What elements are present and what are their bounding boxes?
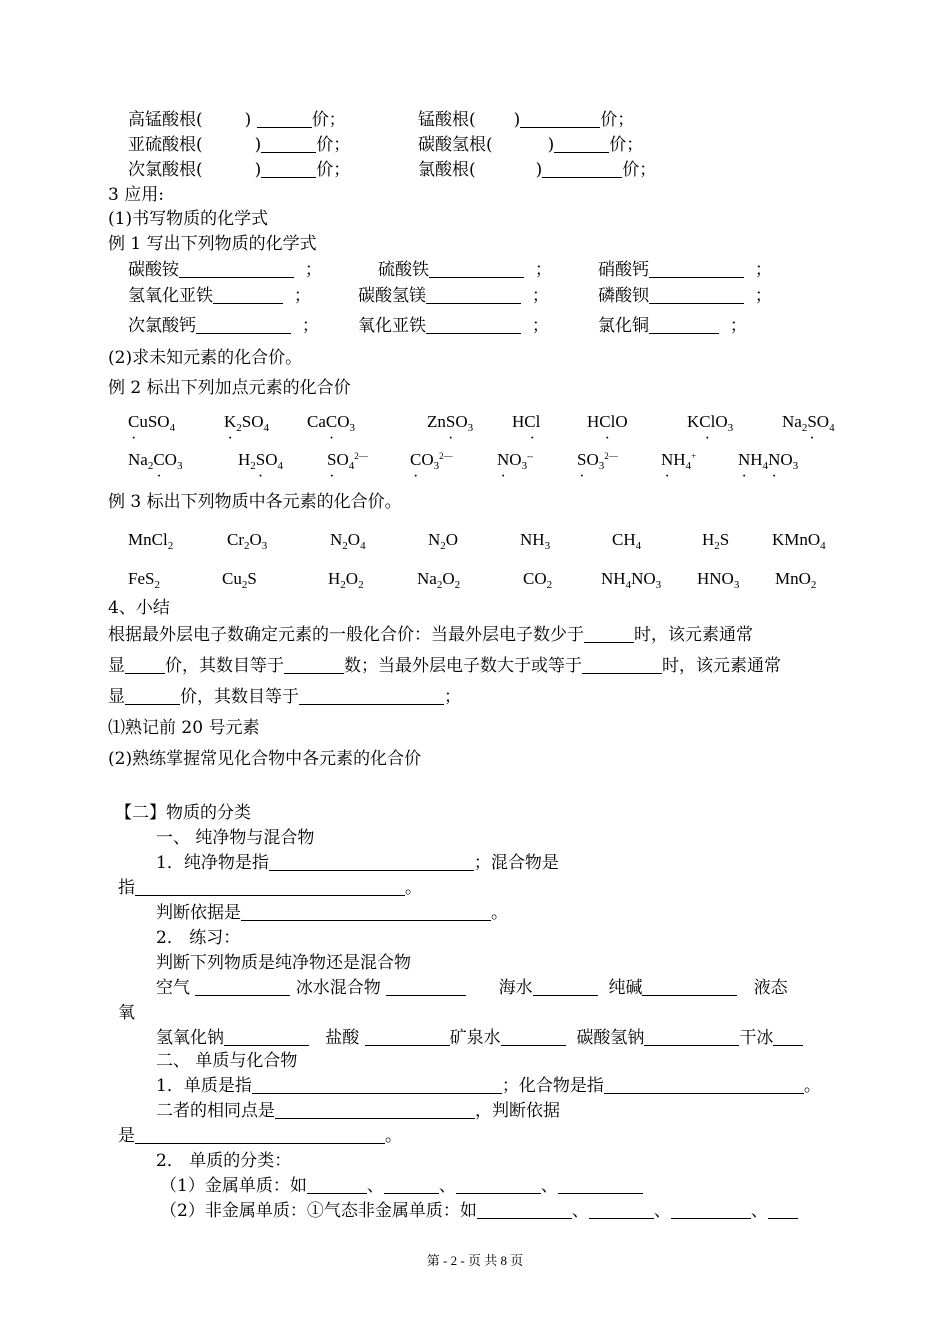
section3-sub2: (2)求未知元素的化合价。 (108, 348, 303, 368)
radical-name: 锰酸根( (418, 110, 476, 130)
formula-mno2: MnO$_2$ (775, 569, 817, 591)
formula-nh4no3-b: $NH_4NO_3$ (601, 569, 662, 591)
part2-line-4: 2． 练习： (156, 928, 241, 948)
summary-line-1: 根据最外层电子数确定元素的一般化合价：当最外层电子数少于 时，该元素通常 (108, 625, 753, 645)
blank[interactable] (241, 902, 491, 921)
radical-row-2b: 碳酸氢根( ) 价； (418, 135, 644, 155)
formula-n2o4: $N_2O_4$ (330, 530, 366, 552)
part2-heading-1: 一、 纯净物与混合物 (156, 828, 315, 848)
formula-hclo: HCl ·O (587, 410, 628, 434)
formula-h2o2: $H_2O_2$ (328, 569, 364, 591)
blank[interactable] (768, 1200, 798, 1219)
blank[interactable] (649, 259, 744, 278)
formula-nh3: $NH_3$ (520, 530, 551, 552)
summary-item-2: (2)熟练掌握常见化合物中各元素的化合价 (108, 749, 422, 769)
blank[interactable] (426, 285, 521, 304)
blank[interactable] (284, 655, 344, 674)
radical-row-1: 高锰酸根( ) 价； (128, 110, 346, 130)
blank[interactable] (456, 1175, 541, 1194)
formula-h2s: $H_2S$ (702, 530, 730, 552)
compound-1: 碳酸铵 ； (128, 260, 322, 280)
part2-def-line: 1．单质是指 ；化合物是指 。 (156, 1076, 821, 1096)
formula-fes2: FeS$_2$ (128, 569, 160, 591)
blank[interactable] (604, 1075, 804, 1094)
blank[interactable] (252, 1075, 502, 1094)
part2-basis-line: 是 。 (118, 1126, 402, 1146)
blank[interactable] (135, 877, 405, 896)
example-2: 例 2 标出下列加点元素的化合价 (108, 378, 351, 398)
blank[interactable] (365, 1027, 450, 1046)
example-3: 例 3 标出下列物质中各元素的化合价。 (108, 492, 402, 512)
compound-2: 硫酸铁 ； (378, 260, 552, 280)
formula-no3-ion: $N \cdot O_3^{--}$ (497, 448, 533, 472)
blank[interactable] (213, 285, 283, 304)
formula-so4-ion: $S \cdot O_4^{2—}$ (327, 448, 368, 472)
compound-4: 氢氧化亚铁 ； (128, 286, 311, 306)
compound-8: 氧化亚铁 ； (358, 316, 549, 336)
formula-nh4-ion: $N \cdot H_4^+$ (661, 448, 696, 472)
summary-line-3: 显 价，其数目等于 ； (108, 687, 461, 707)
formula-hcl: HCl · (512, 410, 540, 434)
nonmetal-elements-line: （2）非金属单质：①气态非金属单质：如 、 、 、 (160, 1199, 798, 1223)
blank[interactable] (257, 109, 312, 128)
blank[interactable] (501, 1027, 566, 1046)
blank[interactable] (520, 109, 600, 128)
formula-kclo3: KCl $\cdot O_3$ (687, 410, 733, 434)
radical-row-1b: 锰酸根( ) 价； (418, 110, 635, 130)
summary-line-2: 显 价，其数目等于 数；当最外层电子数大于或等于 时，该元素通常 (108, 656, 781, 676)
blank[interactable] (649, 285, 744, 304)
compound-6: 磷酸钡 ； (598, 286, 772, 306)
blank[interactable] (307, 1175, 367, 1194)
part2-classification: 2． 单质的分类： (156, 1151, 292, 1171)
formula-cu2s: $Cu_2S$ (222, 569, 257, 591)
blank[interactable] (477, 1200, 572, 1219)
formula-na2o2: $Na_2O_2$ (417, 569, 461, 591)
blank[interactable] (426, 315, 521, 334)
blank[interactable] (179, 259, 294, 278)
formula-hno3: $HNO_3$ (697, 569, 740, 591)
formula-h2so4: $H_2S \cdot O_4$ (238, 448, 283, 472)
formula-cr2o3: $Cr_2O_3$ (227, 530, 268, 552)
blank[interactable] (533, 977, 598, 996)
radical-name: 高锰酸根( (128, 110, 203, 130)
section4-heading: 4、小结 (108, 598, 170, 618)
practice-row-1-wrap: 氧 (118, 1003, 135, 1023)
radical-row-3: 次氯酸根( ) 价； (128, 160, 351, 180)
blank[interactable] (135, 1125, 385, 1144)
page-footer: 第 - 2 - 页 共 8 页 (426, 1253, 524, 1268)
section3-heading: 3 应用: (108, 185, 164, 205)
blank[interactable] (299, 686, 444, 705)
radical-row-3b: 氯酸根( ) 价； (418, 160, 657, 180)
part2-line-2: 指 。 (118, 878, 422, 898)
compound-5: 碳酸氢镁 ； (358, 286, 549, 306)
radical-row-2: 亚硫酸根( ) 价； (128, 135, 351, 155)
part2-heading-2: 二、 单质与化合物 (156, 1051, 298, 1071)
compound-7: 次氯酸钙 ； (128, 316, 319, 336)
blank[interactable] (125, 655, 165, 674)
formula-co2: $CO_2$ (523, 569, 553, 591)
blank[interactable] (384, 1175, 439, 1194)
formula-nh4no3: $N \cdot H_4N \cdot O_3$ (738, 448, 798, 472)
formula-mncl2: MnCl$_2$ (128, 530, 174, 552)
blank[interactable] (589, 1200, 654, 1219)
summary-item-1: ⑴熟记前 20 号元素 (108, 718, 260, 738)
part2-line-5: 判断下列物质是纯净物还是混合物 (156, 953, 411, 973)
formula-co3-ion: $C \cdot O_3^{2—}$ (410, 448, 453, 472)
blank[interactable] (542, 159, 622, 178)
part2-common-line: 二者的相同点是 ，判断依据 (156, 1101, 560, 1121)
blank[interactable] (224, 1027, 309, 1046)
formula-kmno4: KMnO$_4$ (772, 530, 826, 552)
part2-title: 【二】物质的分类 (115, 803, 251, 823)
formula-na2co3: $Na_2C \cdot O_3$ (128, 448, 182, 472)
formula-caco3: CaC $\cdot O_3$ (307, 410, 355, 434)
part2-line-1: 1．纯净物是指 ；混合物是 (156, 853, 559, 873)
blank[interactable] (261, 134, 316, 153)
example-1: 例 1 写出下列物质的化学式 (108, 234, 317, 254)
formula-so3-ion: $S \cdot O_3^{2—}$ (577, 448, 618, 472)
blank[interactable] (582, 655, 662, 674)
blank[interactable] (429, 259, 524, 278)
blank[interactable] (261, 159, 316, 178)
formula-cuso4: C ·uSO$_4$ (128, 410, 175, 434)
blank[interactable] (196, 315, 291, 334)
blank[interactable] (269, 852, 474, 871)
compound-3: 硝酸钙 ； (598, 260, 772, 280)
blank[interactable] (554, 134, 609, 153)
formula-n2o: $N_2O$ (428, 530, 459, 552)
blank[interactable] (386, 977, 466, 996)
practice-row-1: 空气 冰水混合物 海水 纯碱 液态 (156, 978, 788, 998)
section3-sub1: (1)书写物质的化学式 (108, 209, 269, 229)
blank[interactable] (275, 1100, 475, 1119)
blank[interactable] (642, 977, 737, 996)
practice-row-2: 氢氧化钠 盐酸 矿泉水 碳酸氢钠 干冰 (156, 1026, 803, 1050)
blank[interactable] (195, 977, 290, 996)
blank[interactable] (773, 1027, 803, 1046)
blank[interactable] (644, 1027, 739, 1046)
part2-line-3: 判断依据是 。 (156, 903, 508, 923)
compound-9: 氯化铜 ； (598, 316, 747, 336)
formula-k2so4: $K \cdot_2SO_4$ (224, 410, 269, 434)
formula-znso3: ZnS $\cdot O_3$ (427, 410, 473, 434)
blank[interactable] (558, 1175, 643, 1194)
blank[interactable] (649, 315, 719, 334)
blank[interactable] (125, 686, 180, 705)
formula-ch4: $CH_4$ (612, 530, 642, 552)
formula-na2so4: $Na_2S \cdot O_4$ (782, 410, 835, 434)
blank[interactable] (671, 1200, 751, 1219)
blank[interactable] (584, 624, 634, 643)
metal-elements-line: （1）金属单质：如 、 、 、 (160, 1174, 643, 1198)
